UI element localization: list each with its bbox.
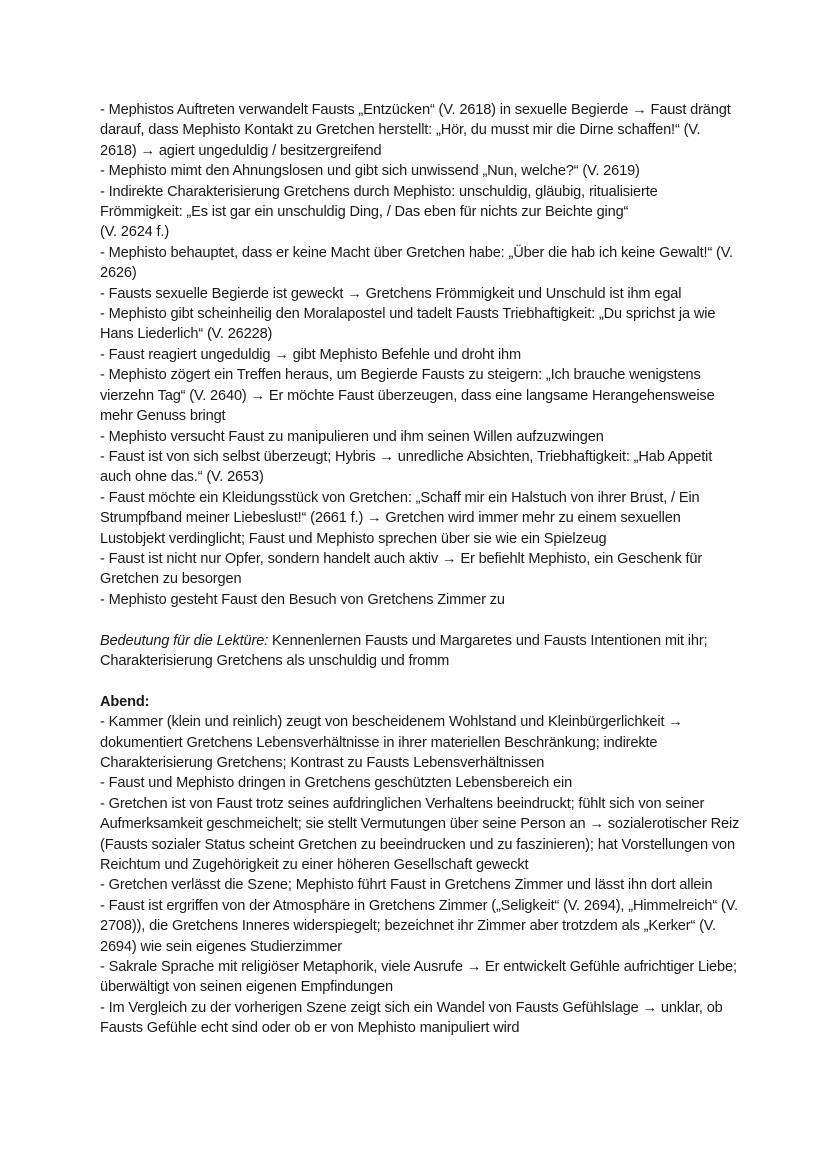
note-line: - Faust und Mephisto dringen in Gretchens geschützten Lebensbereich ein (100, 775, 573, 792)
note-line: - Gretchen verlässt die Szene; Mephisto führt Faust in Gretchens Zimmer und lässt ihn dort allein (100, 877, 713, 894)
note-line: - Faust ist von sich selbst überzeugt; Hybris → unredliche Absichten, Triebhaftigkeit: „Hab Appetit auch ohne das.“ (V. 2653) (100, 448, 713, 486)
scene-notes-list (100, 100, 740, 610)
note-line: - Mephistos Auftreten verwandelt Fausts „Entzücken“ (V. 2618) in sexuelle Begierde → Faust drängt darauf, dass Mephisto Kontakt zu Gretchen herstellt: „Hör, du musst mir die Dirne schaffen!“ (V. 2618) → agiert ungeduldig / besitzergreifend (100, 102, 731, 159)
spacer (100, 671, 740, 691)
note-line: - Indirekte Charakterisierung Gretchens durch Mephisto: unschuldig, gläubig, ritualisierte Frömmigkeit: „Es ist gar ein unschuldig Ding, / Das eben für nichts zur Beichte ging“ (100, 183, 658, 221)
note-line: - Faust reagiert ungeduldig → gibt Mephisto Befehle und droht ihm (100, 346, 522, 363)
note-line: - Faust möchte ein Kleidungsstück von Gretchen: „Schaff mir ein Halstuch von ihrer Brust, / Ein Strumpfband meiner Liebeslust!“ (2661 f.) → Gretchen wird immer mehr zu einem sexuellen Lustobjekt verdinglicht; Faust und Mephisto sprechen über sie wie ein Spielzeug (100, 489, 700, 547)
section-heading: Abend: (100, 693, 150, 710)
note-line: - Gretchen ist von Faust trotz seines aufdringlichen Verhaltens beeindruckt; fühlt sich von seiner Aufmerksamkeit geschmeichelt; sie stellt Vermutungen über seine Person an → sozialerotischer Reiz (Fausts sozialer Status scheint Gretchen zu beeindrucken und zu faszinieren); hat Vorstellungen von Reichtum und Zugehörigkeit zu einer höheren Gesellschaft geweckt (100, 795, 740, 873)
significance-paragraph (100, 631, 740, 672)
significance-text: Kennenlernen Fausts und Margaretes und Fausts Intentionen mit ihr; Charakterisierung Gretchens als unschuldig und fromm (100, 632, 708, 669)
note-line: - Faust ist nicht nur Opfer, sondern handelt auch aktiv → Er befiehlt Mephisto, ein Geschenk für Gretchen zu besorgen (100, 550, 703, 588)
significance-label: Bedeutung für die Lektüre: (100, 632, 269, 649)
note-line: - Mephisto versucht Faust zu manipulieren und ihm seinen Willen aufzuzwingen (100, 428, 604, 445)
note-line: - Mephisto gibt scheinheilig den Moralapostel und tadelt Fausts Triebhaftigkeit: „Du sprichst ja wie Hans Liederlich“ (V. 26228) (100, 306, 716, 343)
note-line: - Mephisto gesteht Faust den Besuch von Gretchens Zimmer zu (100, 591, 505, 608)
note-line: - Mephisto mimt den Ahnungslosen und gibt sich unwissend „Nun, welche?“ (V. 2619) (100, 163, 640, 180)
note-line: - Sakrale Sprache mit religiöser Metaphorik, viele Ausrufe → Er entwickelt Gefühle aufrichtiger Liebe; überwältigt von seinen eigenen Empfindungen (100, 959, 737, 996)
note-line: (V. 2624 f.) (100, 224, 170, 241)
note-line: - Fausts sexuelle Begierde ist geweckt → Gretchens Frömmigkeit und Unschuld ist ihm egal (100, 285, 682, 302)
evening-notes-list (100, 712, 740, 1039)
note-line: - Faust ist ergriffen von der Atmosphäre in Gretchens Zimmer („Seligkeit“ (V. 2694), „Himmelreich“ (V. 2708)), die Gretchens Inneres widerspiegelt; bezeichnet ihr Zimmer aber trotzdem als „Kerker“ (V. 2694) wie sein eigenes Studierzimmer (100, 897, 738, 955)
spacer (100, 610, 740, 630)
note-line: - Kammer (klein und reinlich) zeugt von bescheidenem Wohlstand und Kleinbürgerlichkeit → dokumentiert Gretchens Lebensverhältnisse in ihrer materiellen Beschränkung; indirekte Charakterisierung Gretchens; Kontrast zu Fausts Lebensverhältnissen (100, 714, 683, 771)
note-line: - Mephisto zögert ein Treffen heraus, um Begierde Fausts zu steigern: „Ich brauche wenigstens vierzehn Tag“ (V. 2640) → Er möchte Faust überzeugen, dass eine langsame Herangehensweise mehr Genuss bringt (100, 367, 715, 425)
note-line: - Im Vergleich zu der vorherigen Szene zeigt sich ein Wandel von Fausts Gefühlslage → unklar, ob Fausts Gefühle echt sind oder ob er von Mephisto manipuliert wird (100, 999, 723, 1037)
document-page (100, 100, 740, 1039)
note-line: - Mephisto behauptet, dass er keine Macht über Gretchen habe: „Über die hab ich keine Gewalt!“ (V. 2626) (100, 244, 733, 282)
